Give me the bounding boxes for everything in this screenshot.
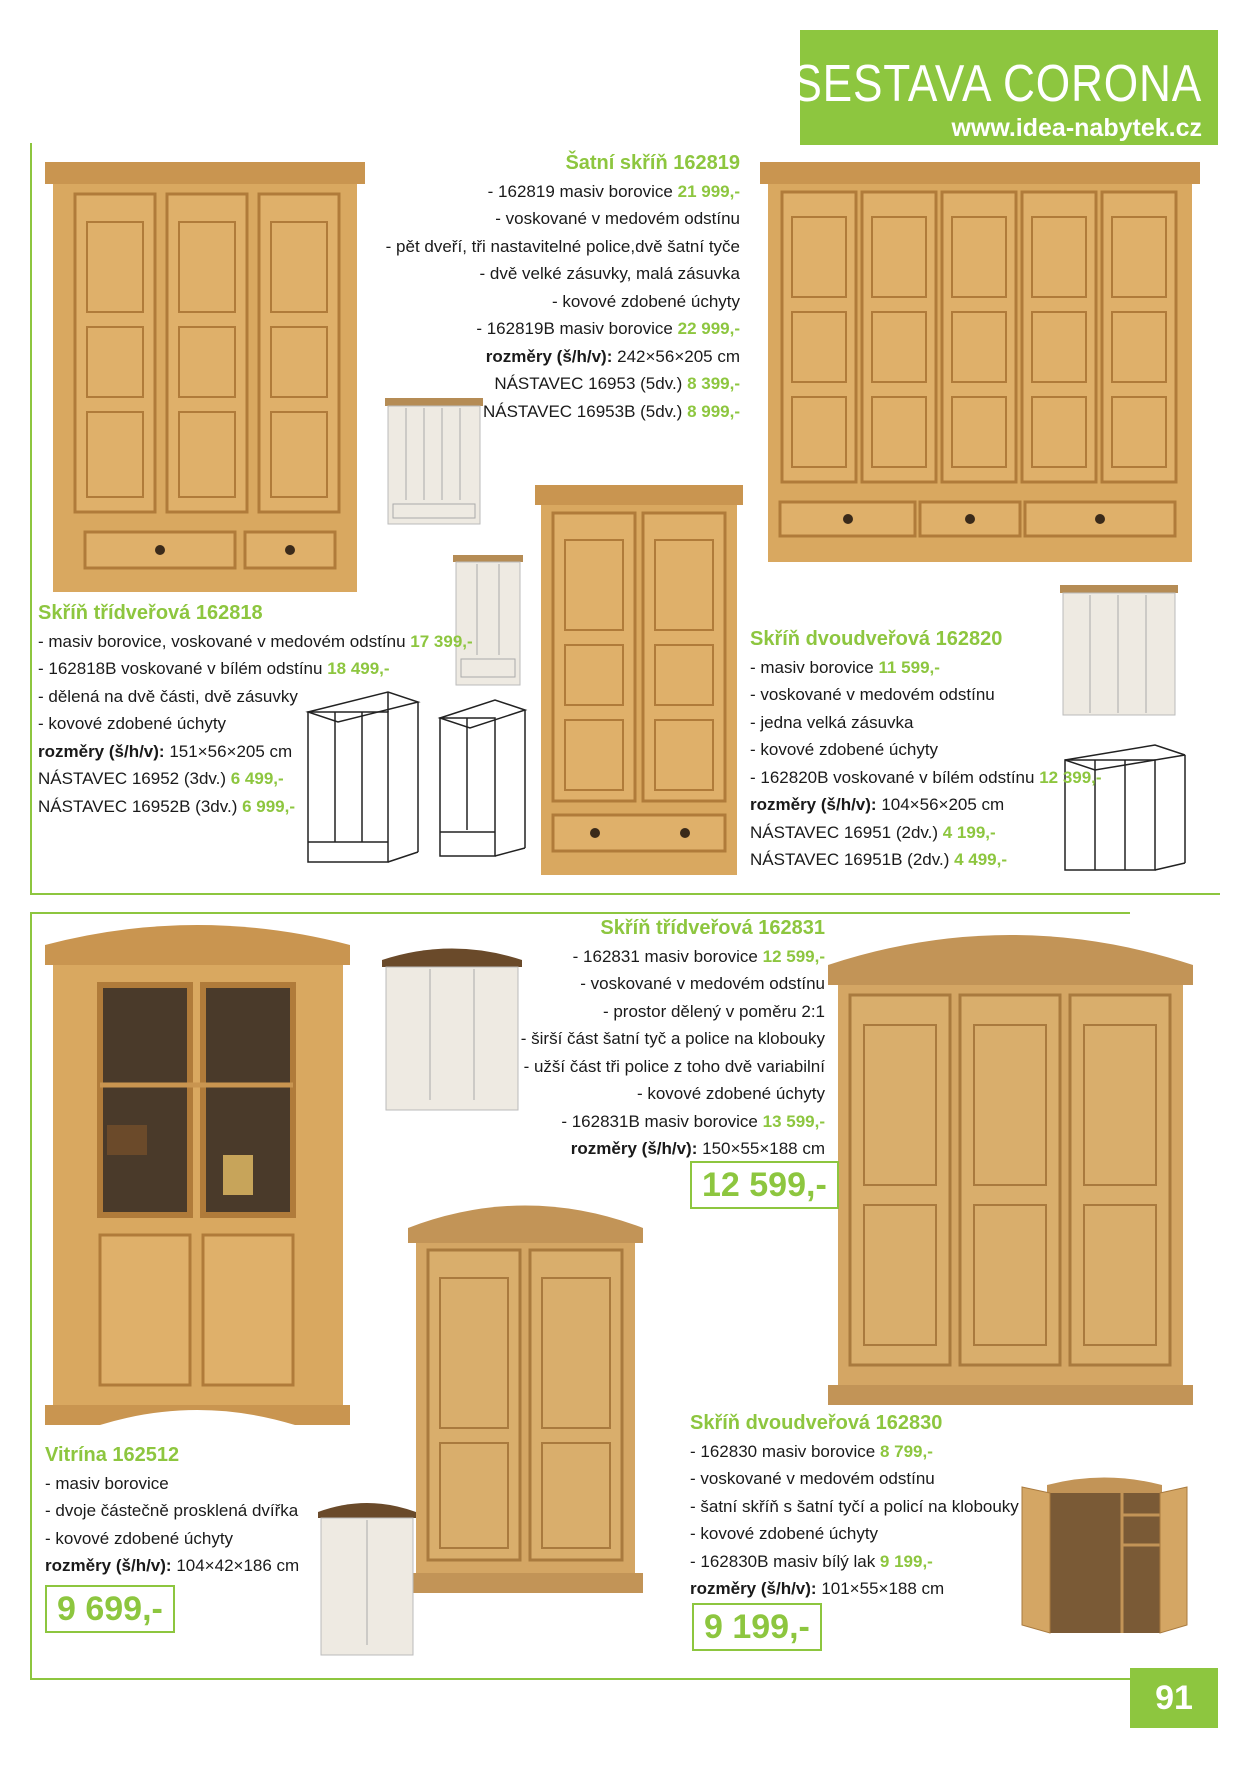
page-number: 91 xyxy=(1130,1668,1218,1728)
wardrobe-162831b-white-image xyxy=(382,945,522,1110)
price: 4 199,- xyxy=(942,822,996,842)
product-162820-text xyxy=(750,626,1102,874)
product-162819-text xyxy=(386,150,740,425)
wardrobe-162819-image xyxy=(760,162,1200,562)
spec-line: - jedna velká zásuvka xyxy=(750,712,914,732)
dimensions-value: 104×42×186 cm xyxy=(171,1556,300,1575)
spec-line: - pět dveří, tři nastavitelné police,dvě šatní tyče xyxy=(385,236,740,256)
price: 6 999,- xyxy=(242,796,296,816)
product-162831-text xyxy=(521,915,825,1163)
product-title: Skříň třídveřová 162818 xyxy=(38,602,263,624)
spec-line: - prostor dělený v poměru 2:1 xyxy=(602,1001,825,1021)
price: 4 499,- xyxy=(954,850,1008,869)
spec-line: - dvě velké zásuvky, malá zásuvka xyxy=(479,264,740,283)
vitrine-162512-image xyxy=(45,925,350,1425)
price: 11 599,- xyxy=(878,657,940,677)
dimensions-value: 151×56×205 cm xyxy=(164,741,293,761)
price: 22 999,- xyxy=(677,319,740,338)
product-title: Skříň dvoudveřová 162820 xyxy=(750,628,1003,650)
page-title: SESTAVA CORONA xyxy=(792,55,1202,113)
dimensions-label: rozměry (š/h/v): xyxy=(750,795,877,814)
spec-line: - voskované v medovém odstínu xyxy=(750,685,995,704)
spec-line: - 162818B voskované v bílém odstínu xyxy=(38,659,328,678)
product-title: Šatní skříň 162819 xyxy=(565,152,740,174)
spec-line: - šatní skříň s šatní tyčí a policí na klobouky xyxy=(690,1496,1019,1516)
dimensions-label: rozměry (š/h/v): xyxy=(690,1579,817,1598)
spec-line: - dělená na dvě části, dvě zásuvky xyxy=(38,686,298,706)
wardrobe-162830-open-image xyxy=(1022,1475,1187,1640)
dimensions-label: rozměry (š/h/v): xyxy=(38,741,165,761)
wardrobe-162818-image xyxy=(45,162,365,592)
header-banner xyxy=(792,30,1218,145)
price: 9 199,- xyxy=(879,1551,933,1571)
big-price-162831: 12 599,- xyxy=(690,1161,839,1209)
spec-line: - masiv borovice xyxy=(45,1473,169,1493)
spec-line: - 162831B masiv borovice xyxy=(561,1111,763,1131)
dimensions-value: 104×56×205 cm xyxy=(876,795,1005,814)
price: 12 399,- xyxy=(1039,767,1102,787)
spec-line: - kovové zdobené úchyty xyxy=(45,1528,234,1548)
spec-line: - 162830B masiv bílý lak xyxy=(690,1551,880,1571)
dimensions-value: 242×56×205 cm xyxy=(612,346,740,366)
wardrobe-162820-image xyxy=(535,485,743,875)
dimensions-label: rozměry (š/h/v): xyxy=(570,1139,698,1158)
spec-line: - 162831 masiv borovice xyxy=(572,946,763,966)
spec-line: - voskované v medovém odstínu xyxy=(690,1469,935,1488)
spec-line: - kovové zdobené úchyty xyxy=(750,740,939,759)
product-title: Skříň dvoudveřová 162830 xyxy=(690,1412,943,1434)
dimensions-value: 101×55×188 cm xyxy=(816,1579,945,1598)
wardrobe-162831-image xyxy=(828,925,1193,1405)
website-url[interactable]: www.idea-nabytek.cz xyxy=(951,114,1202,142)
spec-line: - voskované v medovém odstínu xyxy=(495,209,740,228)
dimensions-label: rozměry (š/h/v): xyxy=(485,346,613,366)
price: 8 999,- xyxy=(687,401,740,421)
price: 8 399,- xyxy=(687,374,740,393)
price: 13 599,- xyxy=(762,1111,825,1131)
dimensions-value: 150×55×188 cm xyxy=(697,1139,825,1158)
spec-line: - 162820B voskované v bílém odstínu xyxy=(750,767,1040,787)
extension-label: NÁSTAVEC 16951B (2dv.) xyxy=(750,850,955,869)
spec-line: - 162819 masiv borovice xyxy=(487,181,678,201)
spec-line: - voskované v medovém odstínu xyxy=(580,974,825,993)
dimensions-label: rozměry (š/h/v): xyxy=(45,1556,172,1575)
big-price-162512: 9 699,- xyxy=(45,1585,175,1633)
big-price-162830: 9 199,- xyxy=(692,1603,822,1651)
price: 12 599,- xyxy=(762,946,825,966)
spec-line: - 162830 masiv borovice xyxy=(690,1441,880,1461)
spec-line: - kovové zdobené úchyty xyxy=(38,714,227,733)
price: 21 999,- xyxy=(677,181,740,201)
extension-label: NÁSTAVEC 16951 (2dv.) xyxy=(750,822,943,842)
spec-line: - kovové zdobené úchyty xyxy=(551,291,740,311)
extension-label: NÁSTAVEC 16953 (5dv.) xyxy=(494,374,688,393)
extension-label: NÁSTAVEC 16953B (5dv.) xyxy=(482,401,688,421)
spec-line: - dvoje částečně prosklená dvířka xyxy=(45,1501,299,1520)
spec-line: - širší část šatní tyč a police na klobouky xyxy=(520,1029,825,1048)
wardrobe-162830b-white-image xyxy=(318,1500,416,1655)
product-162818-text xyxy=(38,600,473,820)
price: 17 399,- xyxy=(410,631,473,651)
spec-line: - kovové zdobené úchyty xyxy=(690,1524,879,1543)
product-title: Skříň třídveřová 162831 xyxy=(600,917,825,939)
price: 18 499,- xyxy=(327,659,390,678)
price: 8 799,- xyxy=(879,1441,933,1461)
spec-line: - užší část tři police z toho dvě variabilní xyxy=(523,1056,825,1076)
spec-line: - masiv borovice xyxy=(750,657,879,677)
price: 6 499,- xyxy=(230,769,284,788)
spec-line: - masiv borovice, voskované v medovém odstínu xyxy=(38,631,411,651)
spec-line: - kovové zdobené úchyty xyxy=(636,1084,825,1103)
extension-label: NÁSTAVEC 16952 (3dv.) xyxy=(38,769,231,788)
spec-line: - 162819B masiv borovice xyxy=(476,319,678,338)
wardrobe-162830-image xyxy=(408,1198,643,1593)
product-162830-text xyxy=(690,1410,1019,1603)
product-title: Vitrína 162512 xyxy=(45,1444,180,1466)
product-162512-text xyxy=(45,1442,299,1580)
extension-label: NÁSTAVEC 16952B (3dv.) xyxy=(38,796,243,816)
